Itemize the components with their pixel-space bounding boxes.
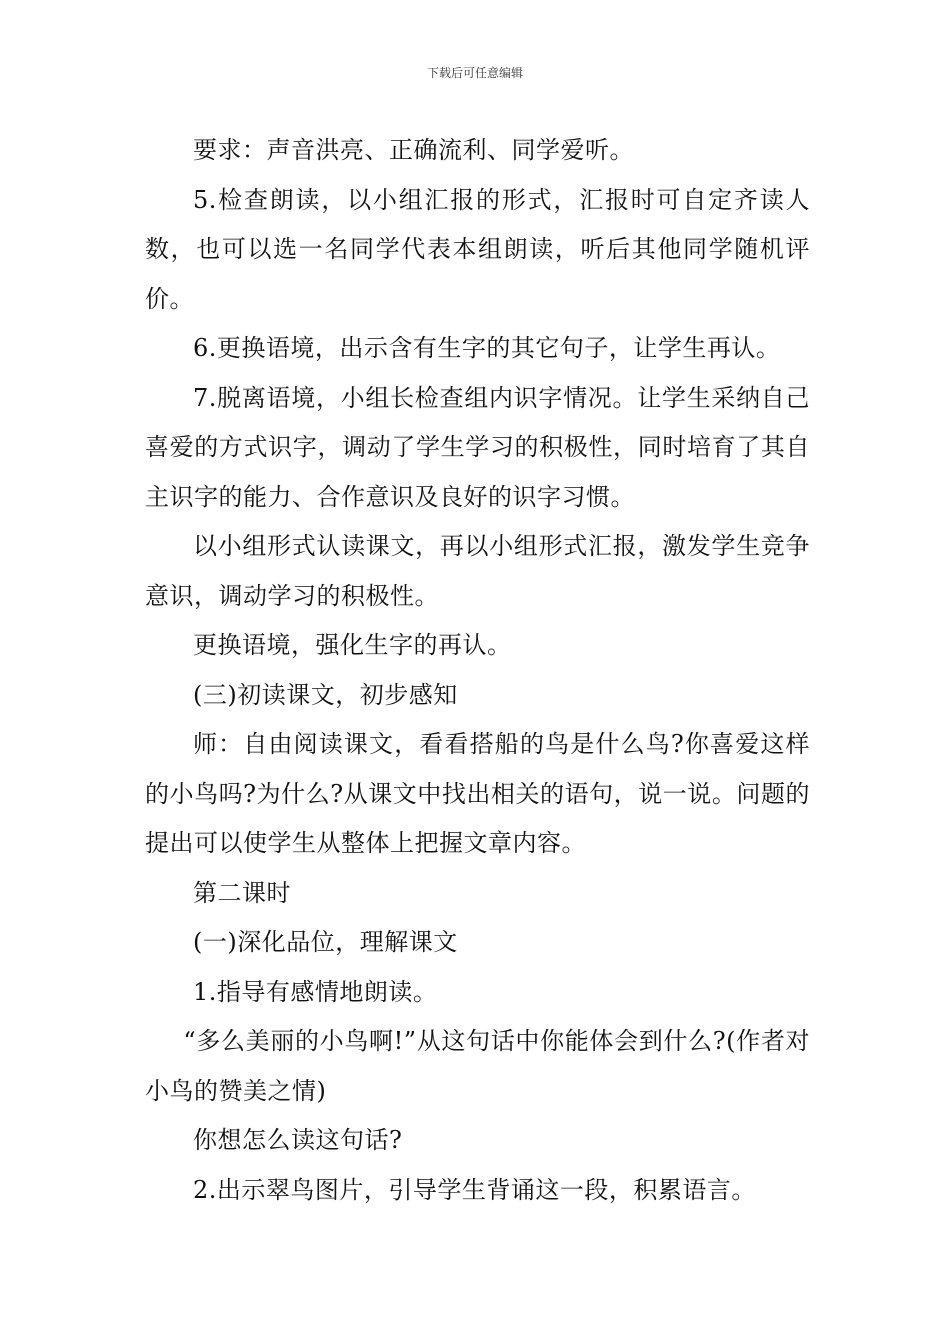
paragraph-change-context: 更换语境，强化生字的再认。: [193, 631, 512, 659]
paragraph-step-6: 6.更换语境，出示含有生字的其它句子，让学生再认。: [193, 334, 781, 362]
paragraph-group-reading: 以小组形式认读课文，再以小组形式汇报，激发学生竞争意识，调动学习的积极性。: [145, 532, 810, 610]
page-header: 下载后可任意编辑: [426, 66, 523, 80]
section-heading-second-lesson: 第二课时: [193, 878, 291, 907]
paragraph-teacher-question: 师：自由阅读课文，看看搭船的鸟是什么鸟?你喜爱这样的小鸟吗?为什么?从课文中找出相关的语句，说一说。问题的提出可以使学生从整体上把握文章内容。: [145, 730, 810, 857]
paragraph-quote: “多么美丽的小鸟啊!”从这句话中你能体会到什么?(作者对小鸟的赞美之情): [145, 1027, 810, 1105]
paragraph-step-7: 7.脱离语境，小组长检查组内识字情况。让学生采纳自己喜爱的方式识字，调动了学生学习的积极性，同时培育了其自主识字的能力、合作意识及良好的识字习惯。: [145, 383, 810, 511]
paragraph-item-2: 2.出示翠鸟图片，引导学生背诵这一段，积累语言。: [193, 1175, 756, 1204]
section-heading-first-reading: (三)初读课文，初步感知: [193, 680, 458, 709]
paragraph-how-to-read: 你想怎么读这句话?: [193, 1126, 403, 1154]
paragraph-item-1: 1.指导有感情地朗读。: [193, 977, 438, 1006]
paragraph-requirements: 要求：声音洪亮、正确流利、同学爱听。: [193, 136, 634, 164]
document-body: [145, 126, 810, 1215]
paragraph-step-5: 5.检查朗读，以小组汇报的形式，汇报时可自定齐读人数，也可以选一名同学代表本组朗读，听后其他同学随机评价。: [145, 185, 810, 313]
section-heading-deepen: (一)深化品位，理解课文: [193, 928, 458, 956]
